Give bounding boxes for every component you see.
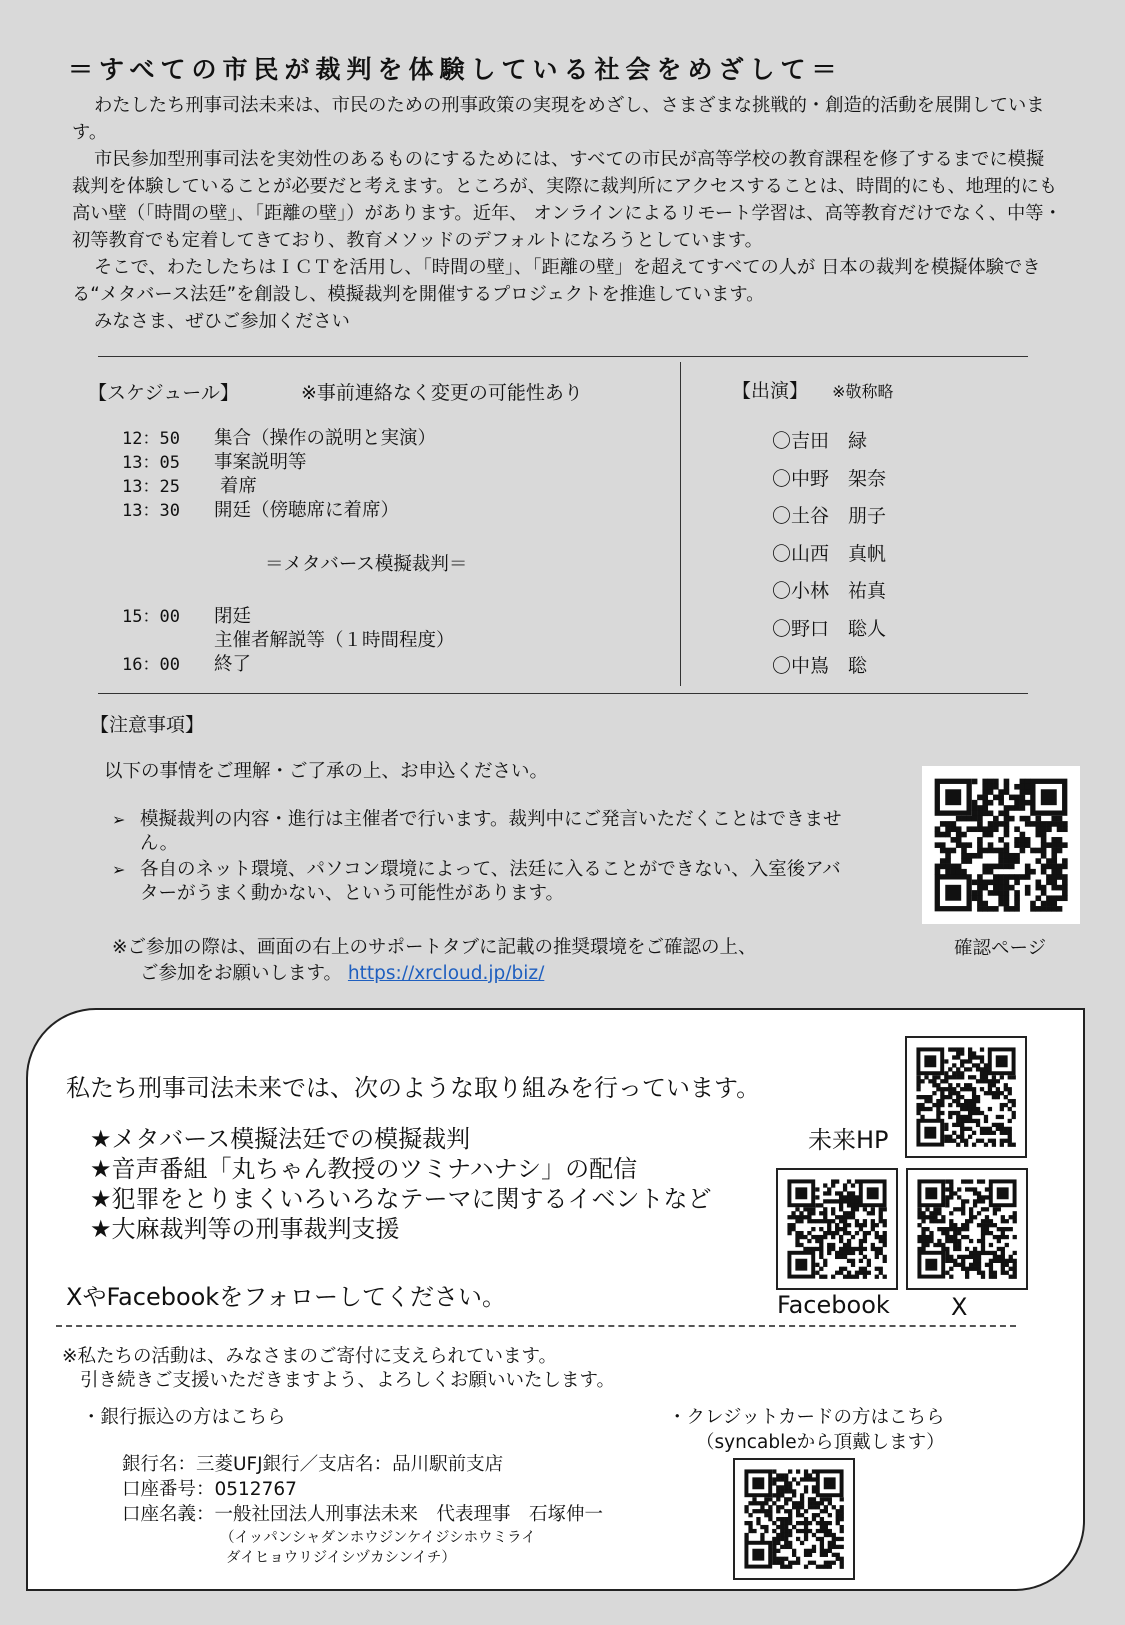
account-holder: 口座名義：一般社団法人刑事法未来 代表理事 石塚伸一	[122, 1504, 604, 1525]
cast-member: 〇吉田 緑	[772, 430, 868, 452]
donation-text-2: 引き続きご支援いただきますよう、よろしくお願いいたします。	[80, 1370, 616, 1391]
notice-item: ➢ 模擬裁判の内容・進行は主催者で行います。裁判中にご発言いただくことはできません。	[112, 808, 857, 856]
intro-paragraph: 市民参加型刑事司法を実効性のあるものにするためには、すべての市民が高等学校の教育課程を修了するまでに模擬裁判を体験していることが必要だと考えます。ところが、実際に裁判所にアクセスすることは、時間的にも、地理的にも高い壁（「時間の壁」、「距離の壁」）があります。近年、 オンラインによるリモート学習は、高等教育だけでなく、中等・初等教育でも定着してきており、教育メソッドのデフォルトになろうとしています。	[72, 149, 1062, 251]
notices-lead: 以下の事情をご理解・ご了承の上、お申込ください。	[104, 761, 549, 782]
qr-code-facebook[interactable]	[776, 1168, 898, 1290]
schedule-row	[122, 605, 455, 629]
qr-code-hp[interactable]	[905, 1036, 1027, 1158]
schedule-text: 主催者解説等（１時間程度）	[214, 630, 455, 651]
schedule-note: ※事前連絡なく変更の可能性あり	[300, 382, 583, 404]
schedule-time: 13：30	[122, 501, 180, 521]
card-lead: 私たち刑事司法未来では、次のような取り組みを行っています。	[66, 1074, 761, 1102]
schedule-time: 15：00	[122, 607, 180, 627]
cast-member: 〇山西 真帆	[772, 542, 887, 565]
cast-member: 〇中嶌 聡	[772, 655, 868, 677]
divider	[98, 693, 1028, 694]
schedule-row	[122, 653, 455, 677]
schedule-time: 13：25	[122, 477, 180, 497]
notices-title: 【注意事項】	[90, 714, 205, 736]
schedule-time: 16：00	[122, 655, 180, 675]
qr-code-credit[interactable]	[733, 1458, 855, 1580]
schedule-text: 集合（操作の説明と実演）	[214, 428, 437, 449]
qr-pattern	[787, 1179, 886, 1278]
footnote-text: ご参加をお願いします。	[140, 963, 343, 984]
qr-hp-label: 未来HP	[808, 1126, 889, 1154]
activity-item: ★メタバース模擬法廷での模擬裁判	[90, 1125, 471, 1153]
notices-list	[112, 808, 857, 908]
qr-facebook-label: Facebook	[777, 1291, 890, 1319]
schedule-text: 終了	[214, 654, 252, 675]
credit-title: ・クレジットカードの方はこちら	[668, 1407, 945, 1428]
notice-item: ➢ 各自のネット環境、パソコン環境によって、法廷に入ることができない、入室後アバターがうまく動かない、という可能性があります。	[112, 858, 857, 906]
schedule-text: 閉廷	[214, 606, 252, 627]
qr-pattern	[916, 1047, 1015, 1146]
notices-footnote-2	[140, 962, 544, 986]
column-divider	[680, 362, 681, 686]
schedule-middle: ＝メタバース模擬裁判＝	[265, 554, 468, 575]
qr-icon	[922, 766, 1080, 924]
qr-icon	[907, 1038, 1025, 1156]
follow-text: XやFacebookをフォローしてください。	[66, 1283, 507, 1311]
qr-icon	[778, 1170, 896, 1288]
schedule-list-2	[122, 605, 455, 677]
credit-subtitle: （syncableから頂戴します）	[696, 1432, 945, 1453]
notices-footnote: ※ご参加の際は、画面の右上のサポートタブに記載の推奨環境をご確認の上、	[112, 937, 757, 958]
schedule-row	[122, 475, 436, 499]
activity-list	[90, 1124, 712, 1244]
bank-title: ・銀行振込の方はこちら	[82, 1407, 286, 1428]
schedule-row	[122, 629, 455, 653]
schedule-text: 開廷（傍聴席に着席）	[214, 500, 400, 521]
schedule-row	[122, 499, 436, 523]
qr-pattern	[744, 1469, 843, 1568]
schedule-row	[122, 451, 436, 475]
cast-member: 〇小林 祐真	[772, 580, 887, 602]
qr-icon	[908, 1170, 1026, 1288]
bank-name: 銀行名：三菱UFJ銀行／支店名：品川駅前支店	[122, 1454, 504, 1475]
cast-member: 〇中野 架奈	[772, 467, 887, 490]
activity-item: ★犯罪をとりまくいろいろなテーマに関するイベントなど	[90, 1185, 712, 1213]
schedule-text: 着席	[214, 476, 257, 497]
qr-code-x[interactable]	[906, 1168, 1028, 1290]
bank-info	[122, 1452, 603, 1527]
headline: ＝すべての市民が裁判を体験している社会をめざして＝	[68, 55, 843, 84]
dashed-divider	[56, 1325, 1016, 1327]
cast-title	[732, 376, 894, 403]
cast-note: ※敬称略	[832, 382, 894, 401]
schedule-list	[122, 427, 436, 523]
account-kana-1: （イッパンシャダンホウジンケイジシホウミライ	[220, 1530, 536, 1546]
account-kana-2: ダイヒョウリジイシヅカシンイチ）	[226, 1550, 456, 1566]
schedule-row	[122, 427, 436, 451]
qr-confirm-label: 確認ページ	[954, 938, 1047, 959]
schedule-heading: 【スケジュール】	[88, 382, 239, 404]
cast-member: 〇土谷 朋子	[772, 505, 887, 527]
account-kana	[220, 1528, 536, 1568]
cast-member: 〇野口 聡人	[772, 617, 887, 640]
activity-item: ★大麻裁判等の刑事裁判支援	[90, 1215, 400, 1243]
donation-text: ※私たちの活動は、みなさまのご寄付に支えられています。	[62, 1346, 558, 1367]
schedule-text: 事案説明等	[214, 452, 307, 473]
account-number: 口座番号：0512767	[122, 1479, 297, 1500]
activity-item: ★音声番組「丸ちゃん教授のツミナハナシ」の配信	[90, 1155, 638, 1183]
divider	[98, 356, 1028, 357]
qr-icon	[735, 1460, 853, 1578]
intro-paragraph: みなさま、ぜひご参加ください	[93, 311, 350, 332]
support-link[interactable]: https://xrcloud.jp/biz/	[347, 963, 545, 984]
intro-paragraph: そこで、わたしたちはＩＣＴを活用し、「時間の壁」、「距離の壁」を超えてすべての人が 日本の裁判を模擬体験できる“メタバース法廷”を創設し、模擬裁判を開催するプロジェクトを推進しています。	[72, 257, 1041, 305]
schedule-time: 12：50	[122, 429, 180, 449]
qr-pattern	[917, 1179, 1016, 1278]
schedule-time: 13：05	[122, 453, 180, 473]
qr-code-confirm[interactable]	[922, 766, 1080, 924]
intro-text	[72, 92, 1062, 335]
schedule-title	[88, 378, 583, 405]
cast-heading: 【出演】	[732, 380, 809, 402]
qr-x-label: X	[951, 1293, 968, 1321]
cast-list	[772, 423, 886, 686]
intro-paragraph: わたしたち刑事司法未来は、市民のための刑事政策の実現をめざし、さまざまな挑戦的・創造的活動を展開しています。	[72, 95, 1045, 143]
